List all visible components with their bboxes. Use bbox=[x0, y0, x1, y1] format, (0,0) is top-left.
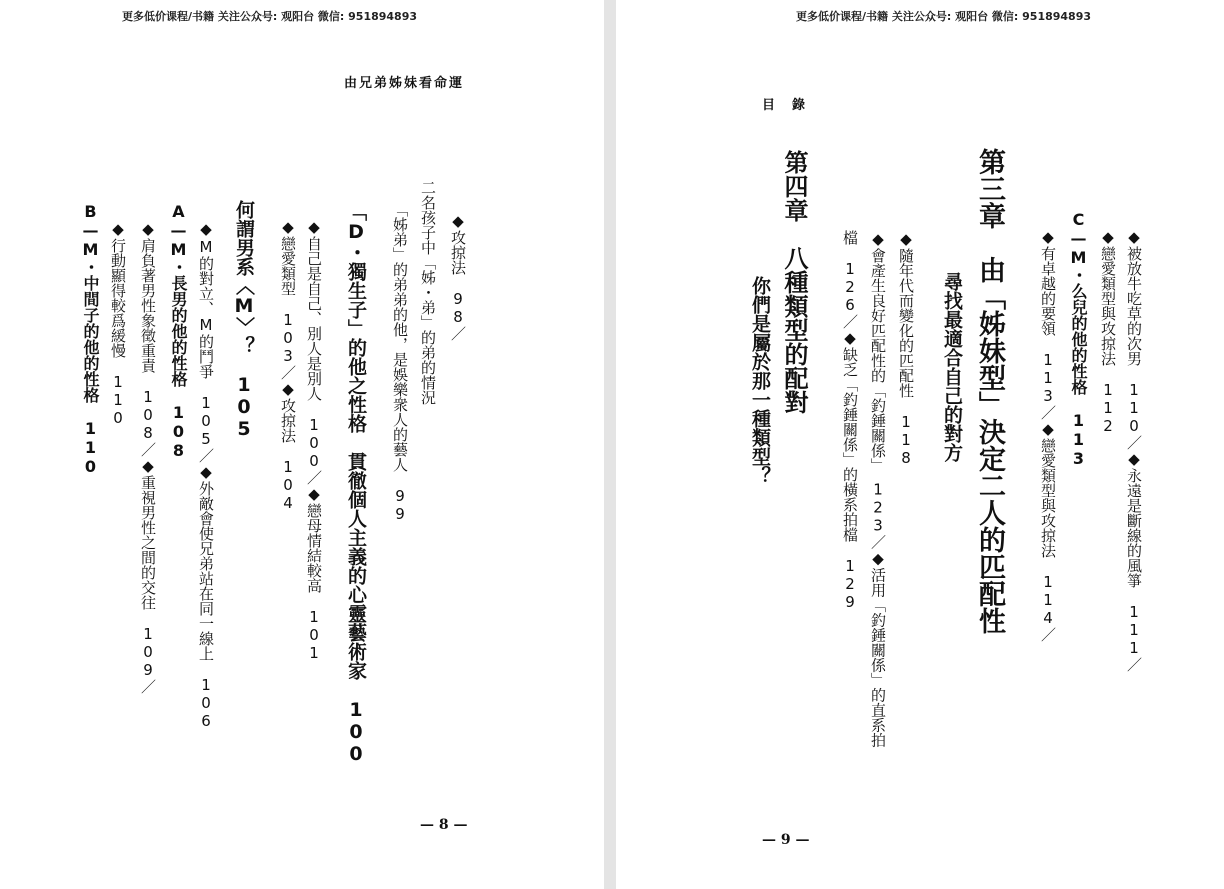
section-heading: 何謂男系〈M〉？ 105 bbox=[233, 200, 255, 440]
chapter-heading: 第四章 八種類型的配對 bbox=[780, 150, 808, 414]
toc-line: ◆隨年代而變化的匹配性 118 bbox=[897, 230, 915, 467]
right-page bbox=[616, 0, 1224, 889]
toc-line: 「姊弟」的弟弟的他，是娛樂衆人的藝人 99 bbox=[391, 202, 409, 523]
page-number: — 9 — bbox=[762, 832, 810, 848]
toc-line: 檔 126／◆缺乏「釣錘關係」的橫系拍檔 129 bbox=[841, 230, 859, 611]
toc-line: ◆會產生良好匹配性的「釣錘關係」 123／◆活用「釣錘關係」的直系拍 bbox=[869, 230, 887, 748]
subsection-heading: A—M・長男的他的性格 108 bbox=[169, 202, 188, 460]
left-page bbox=[0, 0, 604, 889]
toc-line: ◆有卓越的要領 113／◆戀愛類型與攻掠法 114／ bbox=[1039, 228, 1057, 642]
toc-line: ◆攻掠法 98／ bbox=[449, 212, 467, 341]
toc-line: ◆自己是自己、別人是別人 100／◆戀母情結較高 101 bbox=[305, 218, 323, 662]
chapter-subtitle: 尋找最適合自己的對方 bbox=[941, 272, 963, 462]
chapter-heading: 第三章 由「姊妹型」決定二人的匹配性 bbox=[974, 148, 1005, 634]
toc-line: ◆M的對立、M的鬥爭 105／◆外敵會使兄弟站在同一線上 106 bbox=[197, 220, 215, 730]
header-banner: 更多低价课程/书籍 关注公众号: 观阳台 微信: 951894893 bbox=[122, 10, 418, 23]
toc-line: 二名孩子中「姊・弟」的弟的情況 bbox=[419, 180, 437, 405]
section-heading: 「D・獨生子」的他之性格 貫徹個人主義的心靈藝術家 100 bbox=[345, 202, 367, 765]
page-number: — 8 — bbox=[420, 817, 468, 833]
toc-line: ◆戀愛類型與攻掠法 112 bbox=[1099, 228, 1117, 435]
header-banner: 更多低价课程/书籍 关注公众号: 观阳台 微信: 951894893 bbox=[796, 10, 1092, 23]
subsection-heading: B—M・中間子的他的性格 110 bbox=[81, 202, 100, 476]
running-head: 由兄弟姊妹看命運 bbox=[344, 76, 465, 91]
running-head: 目 錄 bbox=[762, 98, 808, 113]
toc-line: ◆肩負著男性象徵重責 108／◆重視男性之間的交往 109／ bbox=[139, 220, 157, 694]
chapter-subtitle: 你們是屬於那一種類型？ bbox=[749, 276, 771, 485]
toc-line: ◆戀愛類型 103／◆攻掠法 104 bbox=[279, 218, 297, 512]
toc-line: ◆被放牛吃草的次男 110／◆永遠是斷線的風箏 111／ bbox=[1125, 228, 1143, 672]
subsection-heading: C—M・么兒的他的性格 113 bbox=[1069, 210, 1088, 468]
toc-line: ◆行動顯得較爲緩慢 110 bbox=[109, 220, 127, 427]
